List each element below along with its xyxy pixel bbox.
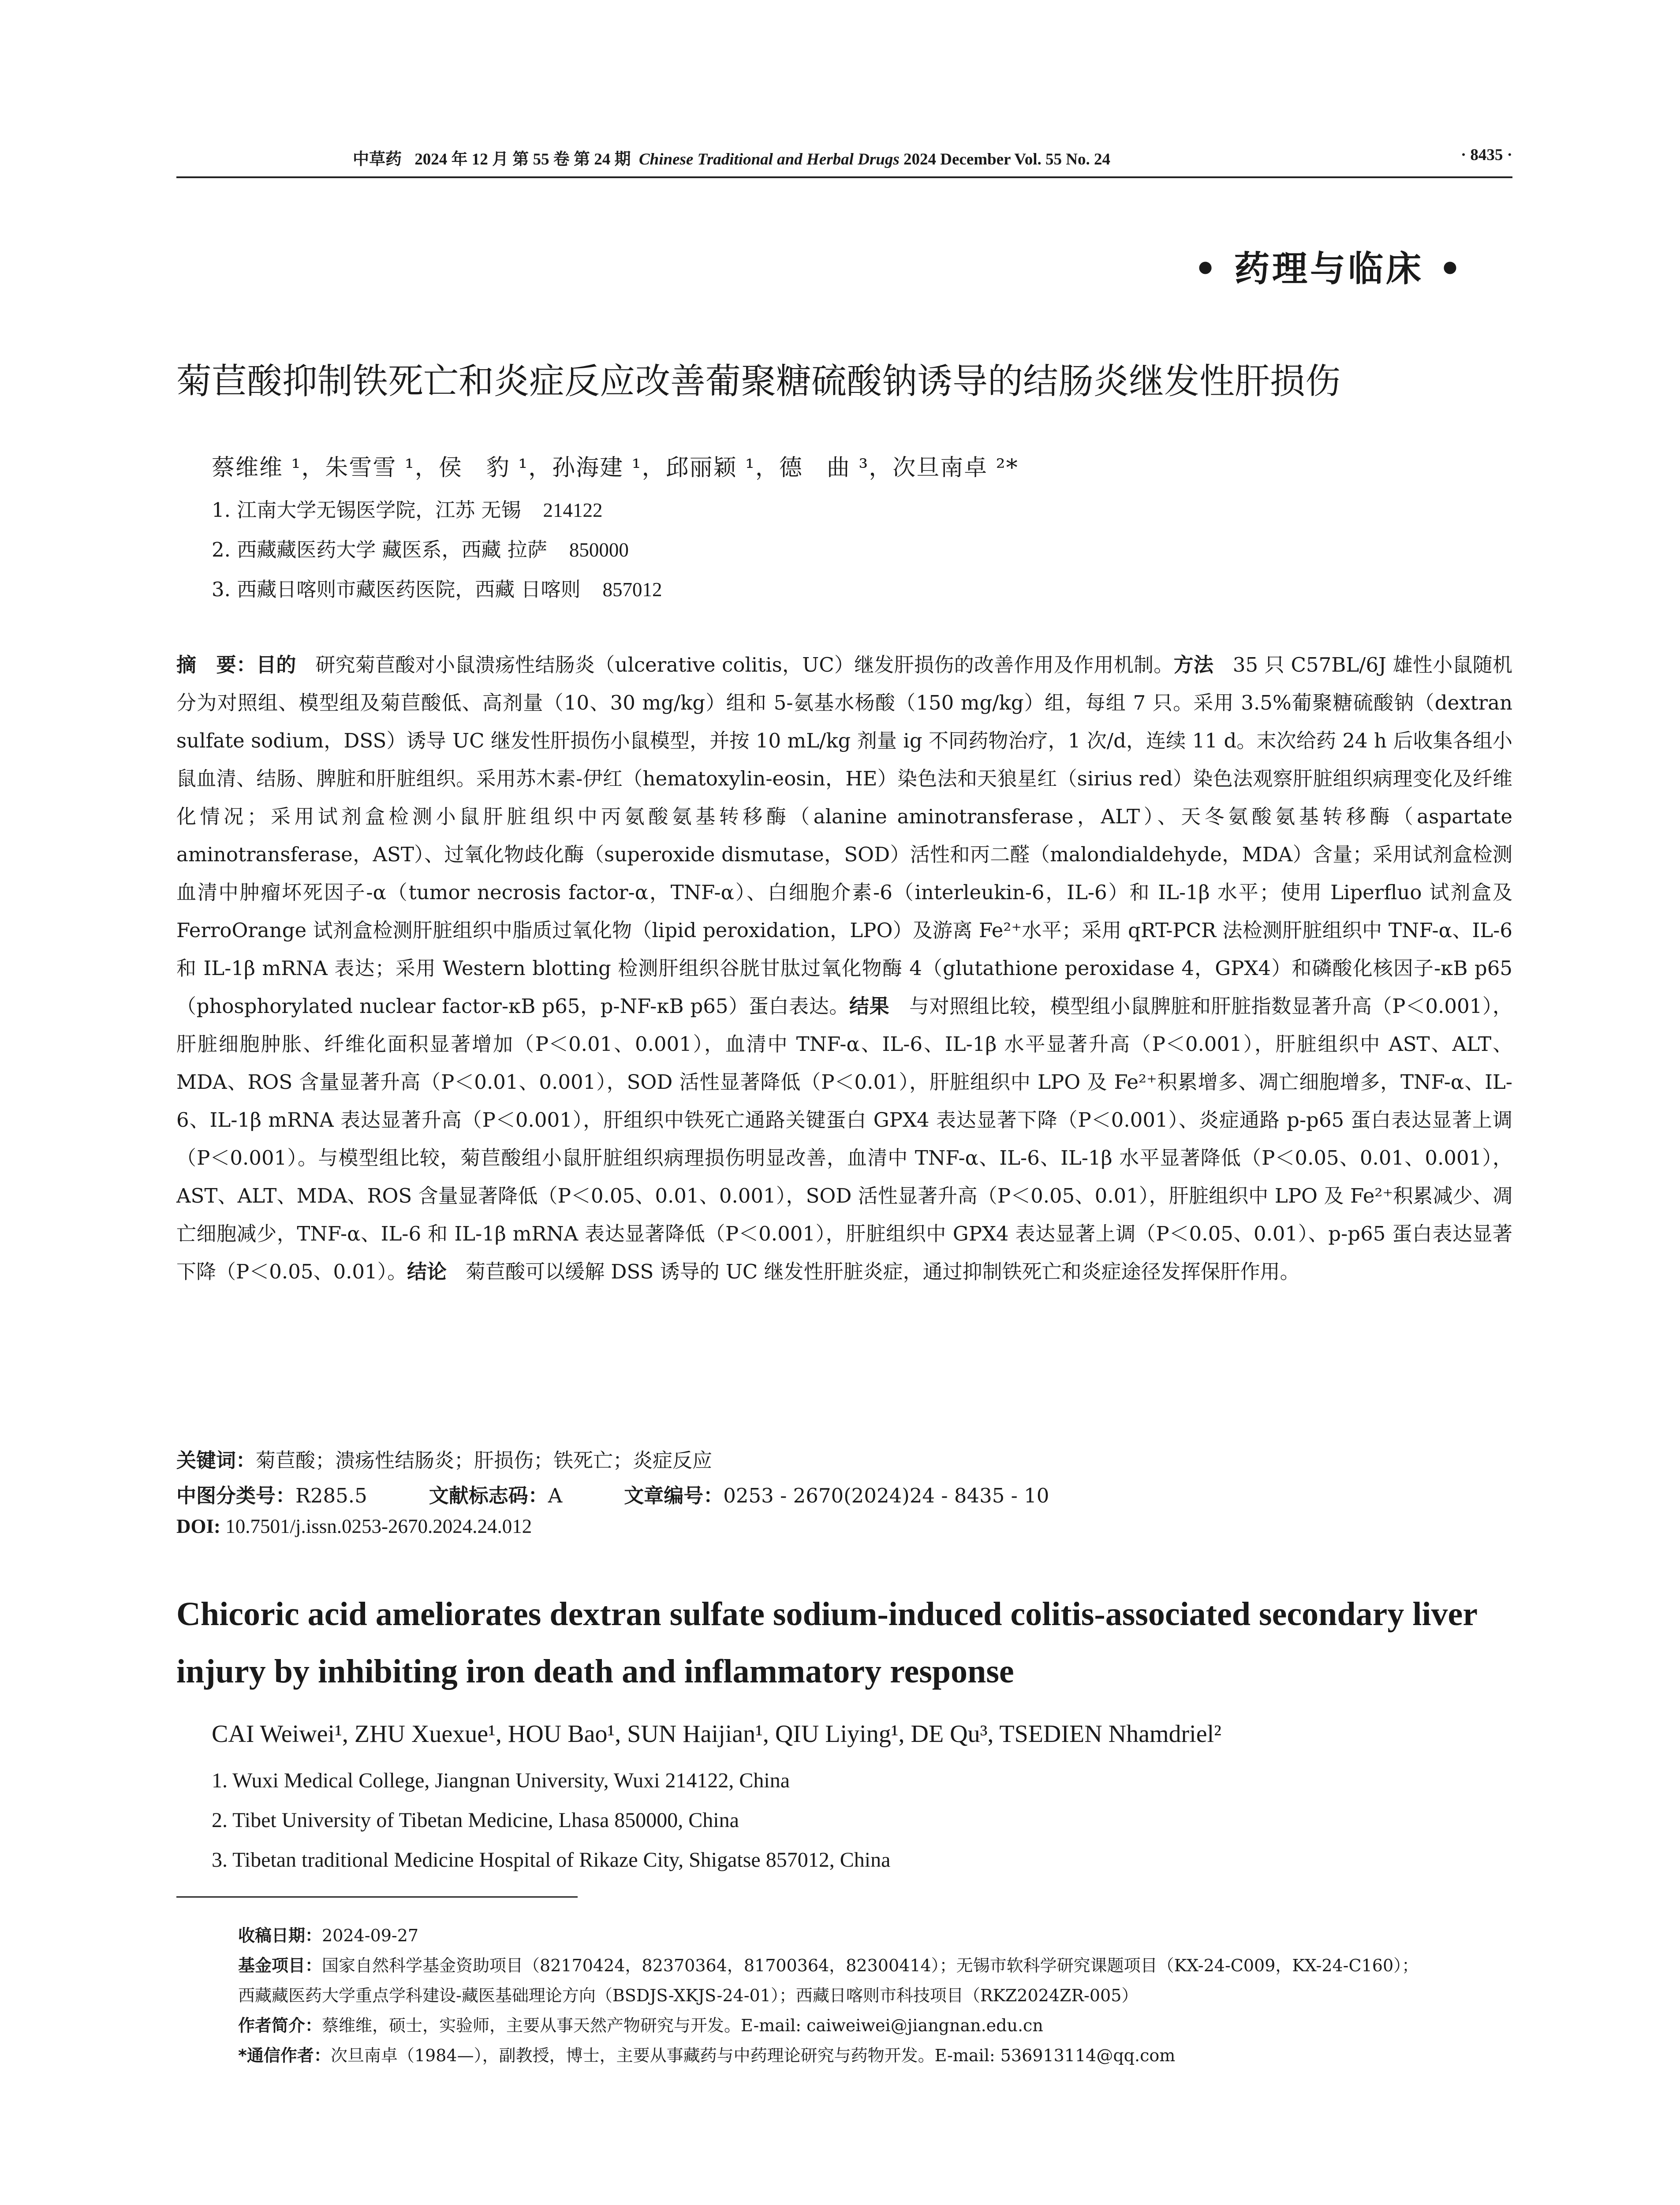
postal-code: 214122 bbox=[543, 499, 603, 521]
cn-title: 菊苣酸抑制铁死亡和炎症反应改善葡聚糖硫酸钠诱导的结肠炎继发性肝损伤 bbox=[176, 361, 1340, 402]
cn-affiliation-2 bbox=[212, 534, 629, 562]
doc-code-value: A bbox=[548, 1484, 563, 1507]
fund-label: 基金项目： bbox=[238, 1956, 322, 1975]
conclusion-text: 菊苣酸可以缓解 DSS 诱导的 UC 继发性肝脏炎症，通过抑制铁死亡和炎症途径发挥保肝作用。 bbox=[466, 1260, 1300, 1283]
en-affiliation-1: 1. Wuxi Medical College, Jiangnan University, Wuxi 214122, China bbox=[212, 1769, 790, 1792]
methods-text: 35 只 C57BL/6J 雄性小鼠随机分为对照组、模型组及菊苣酸低、高剂量（10、30 mg/kg）组和 5-氨基水杨酸（150 mg/kg）组，每组 7 只。采用 3.5%葡聚糖硫酸钠（dextran sulfate sodium，DSS）诱导 UC 继发性肝损伤小鼠模型，并按 10 mL/kg 剂量 ig 不同药物治疗，1 次/d，连续 11 d。末次给药 24 h 后收集各组小鼠血清、结肠、脾脏和肝脏组织。采用苏木素-伊红（hematoxylin-eosin，HE）染色法和天狼星红（sirius red）染色法观察肝脏组织病理变化及纤维化情况；采用试剂盒检测小鼠肝脏组织中丙氨酸氨基转移酶（alanine aminotransferase，ALT）、天冬氨酸氨基转移酶（aspartate aminotransferase，AST）、过氧化物歧化酶（superoxide dismutase，SOD）活性和丙二醛（malondialdehyde，MDA）含量；采用试剂盒检测血清中肿瘤坏死因子-α（tumor necrosis factor-α，TNF-α）、白细胞介素-6（interleukin-6，IL-6）和 IL-1β 水平；使用 Liperfluo 试剂盒及 FerroOrange 试剂盒检测肝脏组织中脂质过氧化物（lipid peroxidation，LPO）及游离 Fe²⁺水平；采用 qRT-PCR 法检测肝脏组织中 TNF-α、IL-6 和 IL-1β mRNA 表达；采用 Western blotting 检测肝组织谷胱甘肽过氧化物酶 4（glutathione peroxidase 4，GPX4）和磷酸化核因子-κB p65（phosphorylated nuclear factor-κB p65，p-NF-κB p65）蛋白表达。 bbox=[176, 653, 1512, 1018]
received-label: 收稿日期： bbox=[238, 1926, 322, 1945]
article-no-label: 文章编号： bbox=[624, 1484, 724, 1507]
keywords-label: 关键词： bbox=[176, 1449, 256, 1472]
results-text: 与对照组比较，模型组小鼠脾脏和肝脏指数显著升高（P＜0.001），肝脏细胞肿胀、纤维化面积显著增加（P＜0.01、0.001），血清中 TNF-α、IL-6、IL-1β 水平显著升高（P＜0.001），肝脏组织中 AST、ALT、MDA、ROS 含量显著升高（P＜0.01、0.001），SOD 活性显著降低（P＜0.01），肝脏组织中 LPO 及 Fe²⁺积累增多、凋亡细胞增多，TNF-α、IL-6、IL-1β mRNA 表达显著升高（P＜0.001），肝组织中铁死亡通路关键蛋白 GPX4 表达显著下降（P＜0.001）、炎症通路 p-p65 蛋白表达显著上调（P＜0.001）。与模型组比较，菊苣酸组小鼠肝脏组织病理损伤明显改善，血清中 TNF-α、IL-6、IL-1β 水平显著降低（P＜0.05、0.01、0.001），AST、ALT、MDA、ROS 含量显著降低（P＜0.05、0.01、0.001），SOD 活性显著升高（P＜0.05、0.01），肝脏组织中 LPO 及 Fe²⁺积累减少、凋亡细胞减少，TNF-α、IL-6 和 IL-1β mRNA 表达显著降低（P＜0.001），肝脏组织中 GPX4 表达显著上调（P＜0.05、0.01）、p-p65 蛋白表达显著下降（P＜0.05、0.01）。 bbox=[176, 994, 1512, 1283]
doi-line bbox=[176, 1515, 532, 1538]
doc-code-label: 文献标志码： bbox=[429, 1484, 548, 1507]
running-header bbox=[176, 146, 1512, 172]
keywords bbox=[176, 1444, 712, 1473]
en-title: Chicoric acid ameliorates dextran sulfate sodium-induced colitis-associated secondary liver injury by inhibiting iron death and inflammatory response bbox=[176, 1596, 1477, 1690]
objective-text: 研究菊苣酸对小鼠溃疡性结肠炎（ulcerative colitis，UC）继发肝损伤的改善作用及作用机制。 bbox=[315, 653, 1174, 676]
journal-name-en: Chinese Traditional and Herbal Drugs bbox=[639, 150, 900, 168]
footnotes bbox=[238, 1921, 1508, 2070]
abstract-label: 摘 要： bbox=[176, 653, 257, 676]
cn-affiliation-3 bbox=[212, 573, 662, 602]
en-authors: CAI Weiwei¹, ZHU Xuexue¹, HOU Bao¹, SUN Haijian¹, QIU Liying¹, DE Qu³, TSEDIEN Nhamdriel² bbox=[212, 1720, 1221, 1748]
en-affiliation-2: 2. Tibet University of Tibetan Medicine, Lhasa 850000, China bbox=[212, 1809, 739, 1832]
keywords-value: 菊苣酸；溃疡性结肠炎；肝损伤；铁死亡；炎症反应 bbox=[256, 1449, 713, 1472]
header-journal bbox=[353, 146, 1110, 169]
corresponding-author bbox=[238, 2041, 1508, 2070]
clc-value: R285.5 bbox=[295, 1484, 367, 1507]
page-number: · 8435 · bbox=[1460, 146, 1512, 164]
methods-label: 方法 bbox=[1173, 653, 1214, 676]
cn-affiliation-text: 3. 西藏日喀则市藏医药医院，西藏 日喀则 bbox=[212, 578, 581, 601]
fund-line-2: 西藏藏医药大学重点学科建设-藏医基础理论方向（BSDJS-XKJS-24-01）；西藏日喀则市科技项目（RKZ2024ZR-005） bbox=[238, 1986, 1139, 2005]
fund-info bbox=[238, 1951, 1508, 1981]
cn-affiliation-text: 1. 江南大学无锡医学院，江苏 无锡 bbox=[212, 498, 521, 522]
author-bio bbox=[238, 2011, 1508, 2041]
author-bio-label: 作者简介： bbox=[238, 2016, 322, 2035]
fund-info-continued bbox=[238, 1981, 1508, 2011]
received-value: 2024-09-27 bbox=[322, 1926, 419, 1945]
doi-label: DOI: bbox=[176, 1515, 220, 1537]
author-bio-text: 蔡维维，硕士，实验师，主要从事天然产物研究与开发。E-mail: caiweiwei@jiangnan.edu.cn bbox=[322, 2016, 1043, 2035]
issue-en: 2024 December Vol. 55 No. 24 bbox=[903, 150, 1110, 168]
journal-name-cn: 中草药 bbox=[353, 150, 402, 168]
abstract bbox=[176, 646, 1512, 1291]
issue-cn: 2024 年 12 月 第 55 卷 第 24 期 bbox=[414, 150, 631, 168]
cn-affiliation-1 bbox=[212, 494, 603, 523]
header-rule bbox=[176, 176, 1512, 178]
corresponding-text: 次旦南卓（1984—），副教授，博士，主要从事藏药与中药理论研究与药物开发。E-mail: 536913114@qq.com bbox=[330, 2046, 1176, 2065]
footnote-rule bbox=[176, 1896, 578, 1898]
fund-line-1: 国家自然科学基金资助项目（82170424，82370364，81700364，82300414）；无锡市软科学研究课题项目（KX-24-C009，KX-24-C160）； bbox=[322, 1956, 1419, 1975]
results-label: 结果 bbox=[849, 994, 890, 1018]
corresponding-label: *通信作者： bbox=[238, 2046, 331, 2065]
received-date bbox=[238, 1921, 1508, 1951]
conclusion-label: 结论 bbox=[407, 1260, 447, 1283]
objective-label: 目的 bbox=[256, 653, 296, 676]
postal-code: 857012 bbox=[602, 579, 662, 601]
clc-label: 中图分类号： bbox=[176, 1484, 296, 1507]
doi-value: 10.7501/j.issn.0253-2670.2024.24.012 bbox=[225, 1515, 532, 1537]
en-affiliation-3: 3. Tibetan traditional Medicine Hospital of Rikaze City, Shigatse 857012, China bbox=[212, 1848, 891, 1872]
section-tag: • 药理与临床 • bbox=[1194, 248, 1464, 289]
article-no-value: 0253 - 2670(2024)24 - 8435 - 10 bbox=[723, 1484, 1049, 1507]
classification-line bbox=[176, 1480, 1049, 1508]
cn-affiliation-text: 2. 西藏藏医药大学 藏医系，西藏 拉萨 bbox=[212, 538, 547, 561]
cn-authors: 蔡维维 ¹，朱雪雪 ¹，侯 豹 ¹，孙海建 ¹，邱丽颖 ¹，德 曲 ³，次旦南卓 ²* bbox=[212, 455, 1019, 481]
postal-code: 850000 bbox=[569, 539, 629, 561]
